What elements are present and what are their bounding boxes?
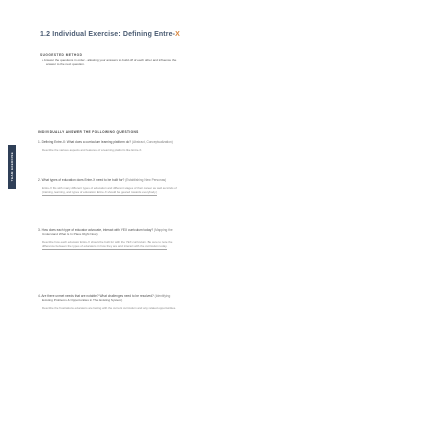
question-2-number: 2. — [38, 178, 41, 182]
question-3-extra: Understand What Is In Place Right Now) — [42, 232, 98, 236]
question-3 — [38, 228, 388, 250]
question-1-number: 1. — [38, 140, 41, 144]
question-3-tag: (Mapping the — [154, 228, 173, 232]
question-2 — [38, 178, 388, 196]
title-prefix: 1.2 Individual Exercise: Defining Entre- — [40, 31, 176, 38]
question-2-body: What types of education does Entre-X need to be built for? — [41, 178, 125, 182]
method-label: SUGGESTED METHOD — [40, 53, 83, 57]
question-4-tag: (Identifying — [154, 294, 171, 298]
method-bullet-line-1: • Answer the questions in order - allowing your answers to build off of each other and influence the — [42, 58, 177, 62]
question-3-number: 3. — [38, 228, 41, 232]
question-2-answer-line-2: (training, learning, and types of education Entre-X should be geared towards everybody.) — [42, 190, 158, 194]
question-2-tag: (Establishing New Personas) — [125, 178, 167, 182]
question-4-answer-line-1: Describe the frustrations educators are facing with the current curriculum and any related opportunities. — [42, 306, 177, 310]
question-4-answer — [42, 306, 388, 310]
question-3-answer — [42, 240, 388, 250]
question-3-answer-line-2: difference between the types of educators in how they are and interact with the curriculum today. — [42, 244, 168, 248]
question-1-tag: (Abstract, Conceptualization) — [131, 140, 173, 144]
page-title — [40, 31, 180, 38]
question-3-answer-line-1: Describe how each educator Entre-X should be built for with the YEX curriculum. Be sure to note the — [42, 240, 173, 244]
title-accent: X — [175, 31, 180, 38]
method-bullet-line-2: answer to the next question. — [46, 62, 85, 66]
section-label: INDIVIDUALLY ANSWER THE FOLLOWING QUESTIONS — [38, 130, 139, 134]
question-1-text — [38, 140, 388, 144]
question-2-answer — [42, 186, 388, 196]
question-2-text — [38, 178, 388, 182]
question-1-answer — [42, 148, 388, 152]
question-1-answer-line-1: Describe the various aspects and features of a learning platform like Entre-X. — [42, 148, 143, 152]
question-4-extra: Existing Problems & Opportunities in The Existing System) — [42, 298, 123, 302]
sidebar-label: TEAM EXERCISE — [10, 152, 14, 182]
question-2-answer-line-1: Entre-X fits with many different types of education and different stages of their career as well as kinds of — [42, 186, 177, 190]
question-4 — [38, 294, 388, 310]
question-1 — [38, 140, 388, 152]
question-1-body: Defining Entre-X: What does a curriculum learning platform do? — [41, 140, 132, 144]
team-exercise-sidebar — [8, 145, 16, 189]
question-3-body: How does each type of educator advocate, interact with YEX curriculum today? — [41, 228, 154, 232]
question-4-body: Are there unmet needs that are notable? What challenges need to be resolved? — [41, 294, 154, 298]
question-4-number: 4. — [38, 294, 41, 298]
